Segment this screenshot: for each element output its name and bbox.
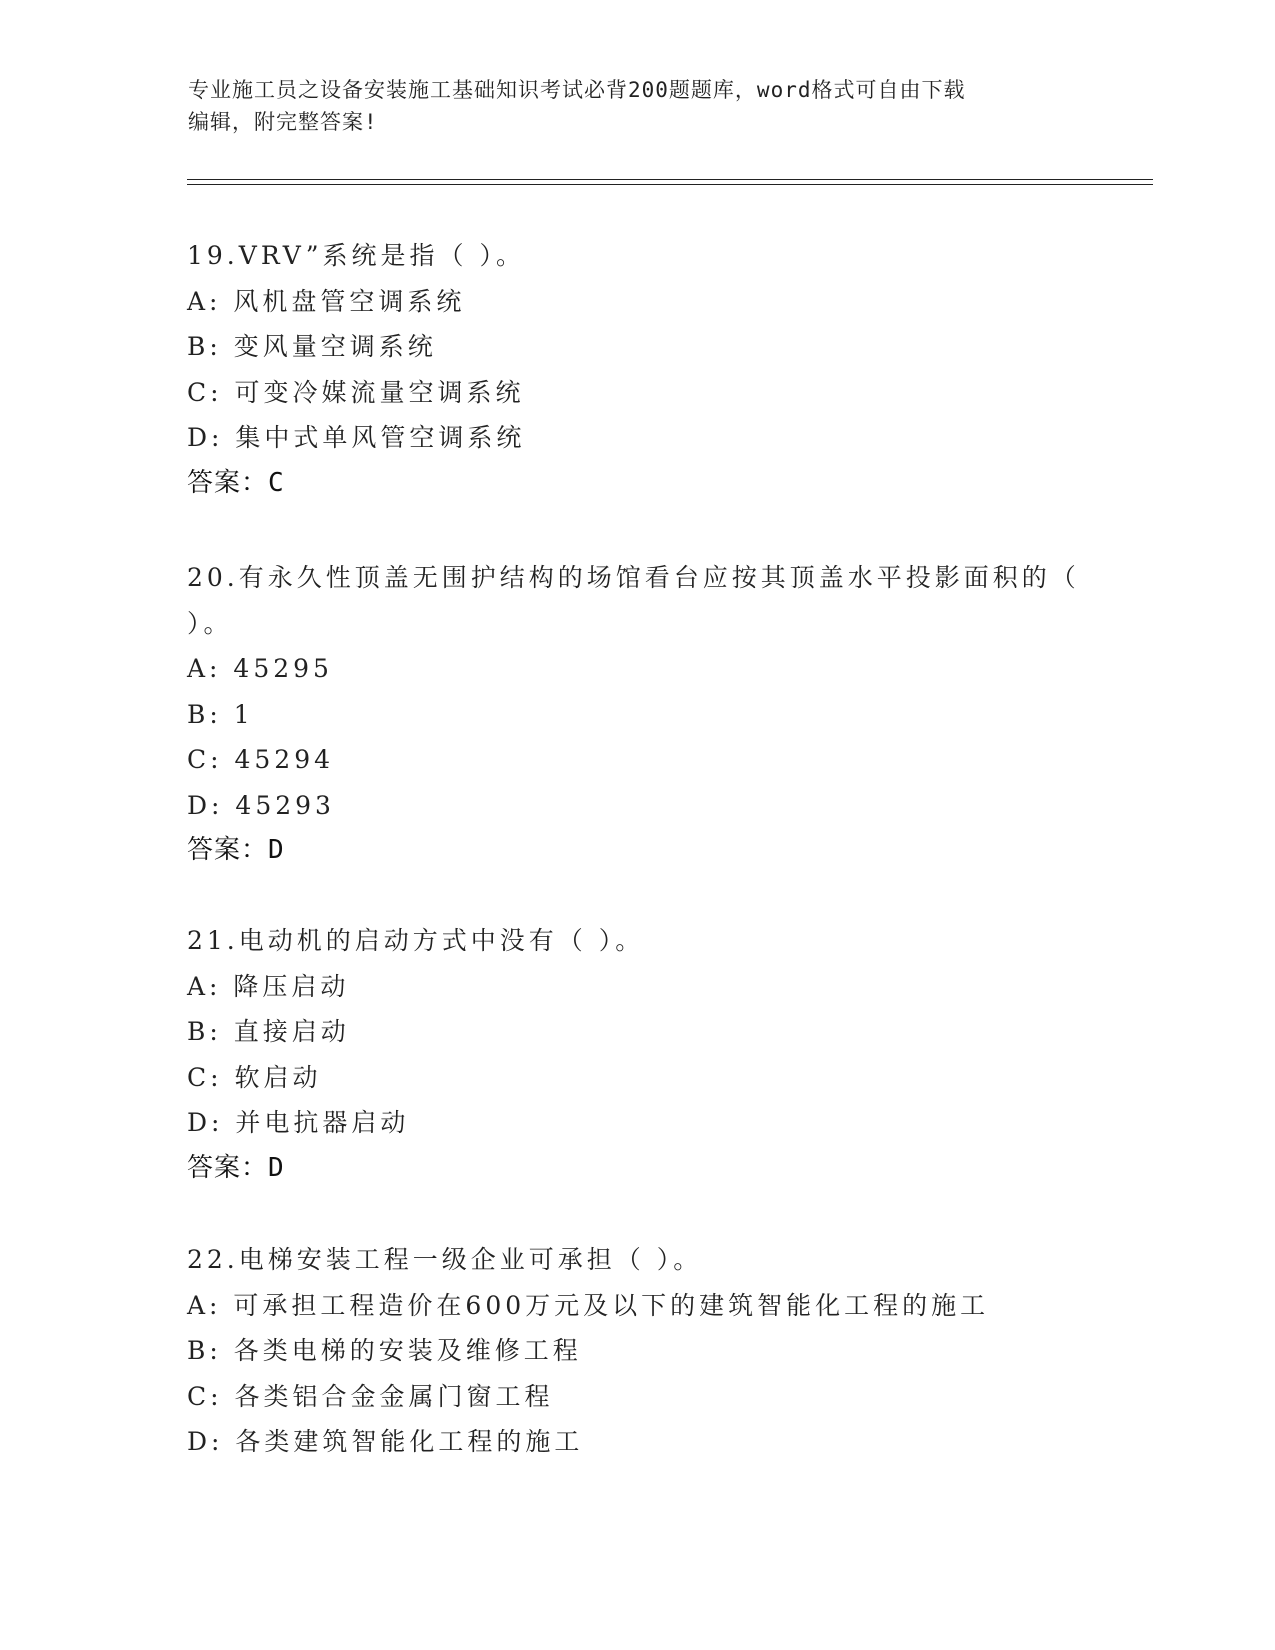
option-a: A: 降压启动 [187,971,350,1001]
question-stem: 19.VRV”系统是指（ ）。 [187,241,525,270]
option-a: A: 可承担工程造价在600万元及以下的建筑智能化工程的施工 [187,1290,990,1320]
option-c: C: 可变冷媒流量空调系统 [187,377,525,407]
option-d: D: 集中式单风管空调系统 [187,423,526,452]
question-stem-line-1: 20.有永久性顶盖无围护结构的场馆看台应按其顶盖水平投影面积的（ [187,563,1080,592]
question-stem: 21.电动机的启动方式中没有（ ）。 [187,926,645,955]
header-title-line-2: 编辑，附完整答案! [188,110,378,134]
question-stem-line-2: ）。 [187,608,233,638]
question-19 [187,233,1087,506]
option-a: A: 风机盘管空调系统 [187,286,466,316]
answer-line: 答案：C [187,467,285,498]
document-header [188,74,1088,138]
option-d: D: 各类建筑智能化工程的施工 [187,1427,584,1456]
option-b: B: 变风量空调系统 [187,332,437,361]
option-d: D: 45293 [187,790,335,820]
header-divider-bottom [187,184,1153,185]
question-21 [187,918,1087,1191]
option-c: C: 各类铝合金金属门窗工程 [187,1381,554,1411]
answer-line: 答案：D [187,835,285,865]
question-22 [187,1237,1087,1465]
option-d: D: 并电抗器启动 [187,1108,410,1137]
header-divider-top [187,179,1153,180]
option-c: C: 45294 [187,745,335,774]
header-title-line-1: 专业施工员之设备安装施工基础知识考试必背200题题库，word格式可自由下载 [188,78,966,102]
question-stem: 22.电梯安装工程一级企业可承担（ ）。 [187,1245,703,1274]
option-c: C: 软启动 [187,1062,322,1092]
option-b: B: 各类电梯的安装及维修工程 [187,1336,582,1365]
option-a: A: 45295 [187,654,333,683]
question-20 [187,555,1087,874]
option-b: B: 1 [187,699,254,729]
option-b: B: 直接启动 [187,1017,350,1046]
answer-line: 答案：D [187,1152,285,1183]
